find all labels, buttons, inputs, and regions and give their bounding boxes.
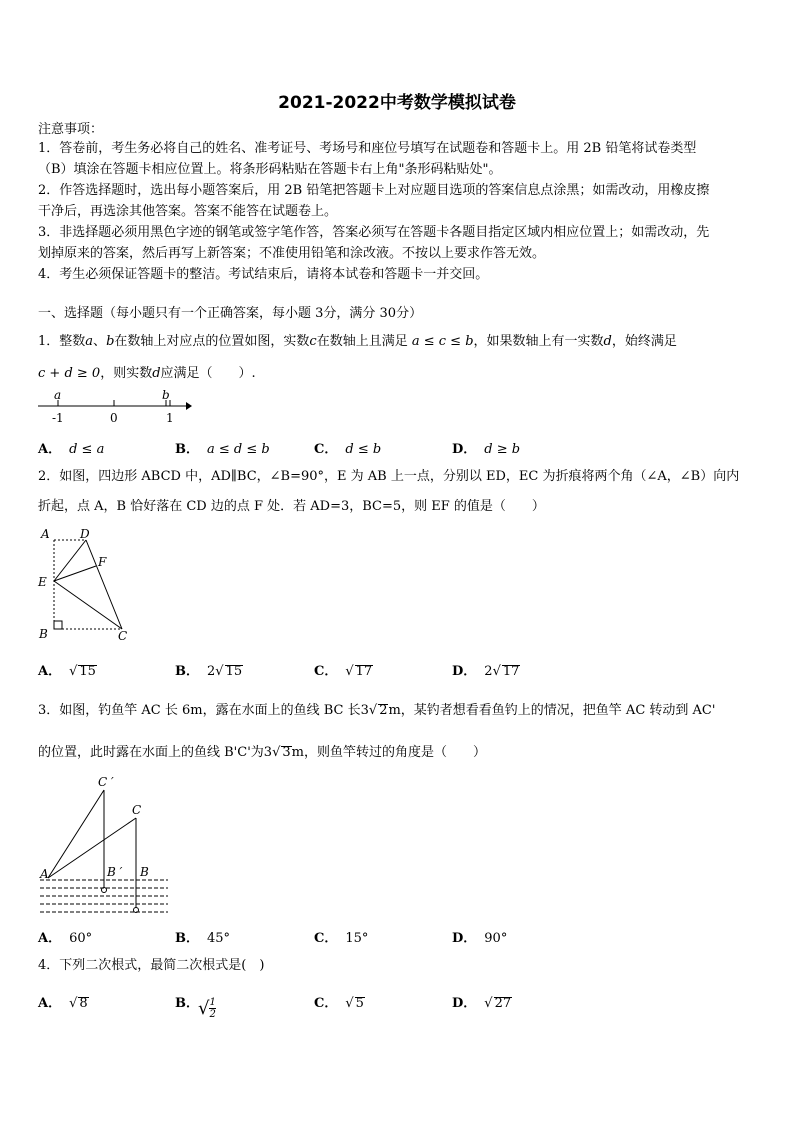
label-C-prime: C ′ — [98, 775, 114, 789]
label-F: F — [98, 555, 107, 569]
label-C: C — [132, 803, 142, 817]
notice-line-4: 干净后，再选涂其他答案。答案不能答在试题卷上。 — [38, 204, 338, 219]
q4-line-1: 4．下列二次根式，最简二次根式是( ) — [38, 958, 265, 973]
q2-option-a[interactable]: A． √ 15 — [38, 664, 96, 679]
axis-tick-neg1: -1 — [52, 411, 64, 425]
notice-line-6: 划掉原来的答案，然后再写上新答案；不准使用铅笔和涂改液。不按以上要求作答无效。 — [38, 246, 546, 261]
axis-label-b: b — [162, 388, 170, 402]
q4-option-a[interactable]: A． √ 8 — [38, 996, 88, 1011]
q4-option-c[interactable]: C． √ 5 — [314, 996, 364, 1011]
notice-line-1: 1．答卷前，考生务必将自己的姓名、准考证号、考场号和座位号填写在试题卷和答题卡上。用 2B 铅笔将试卷类型 — [38, 141, 697, 156]
q4-option-b-fraction: √ $\frac{1}{2}$ — [198, 997, 216, 1020]
q4-option-d[interactable]: D． √ 27 — [452, 996, 512, 1011]
q1-option-c[interactable]: C． d ≤ b — [314, 442, 382, 457]
q2-option-c[interactable]: C． √ 17 — [314, 664, 373, 679]
q1-option-a[interactable]: A． d ≤ a — [38, 442, 105, 457]
q3-option-c[interactable]: C． 15° — [314, 931, 369, 946]
label-E: E — [38, 575, 47, 589]
q3-line-1: 3．如图，钓鱼竿 AC 长 6m，露在水面上的鱼线 BC 长3√ 2m，某钓者想看看鱼钓上的情况，把鱼竿 AC 转动到 AC' — [38, 703, 716, 718]
page-title: 2021-2022中考数学模拟试卷 — [278, 93, 516, 113]
axis-label-a: a — [54, 388, 62, 402]
q2-option-b[interactable]: B． 2√ 15 — [175, 664, 243, 679]
axis-tick-1: 1 — [166, 411, 174, 425]
label-A: A — [41, 527, 50, 541]
q1-option-b[interactable]: B． a ≤ d ≤ b — [175, 442, 270, 457]
section-heading: 一、选择题（每小题只有一个正确答案，每小题 3分，满分 30分） — [38, 306, 423, 321]
label-B: B — [39, 627, 48, 641]
label-C: C — [118, 629, 128, 643]
notice-line-7: 4．考生必须保证答题卡的整洁。考试结束后，请将本试卷和答题卡一并交回。 — [38, 267, 489, 282]
q3-figure — [34, 772, 174, 918]
label-A: A — [40, 867, 49, 881]
q2-line-1: 2．如图，四边形 ABCD 中，AD∥BC，∠B=90°，E 为 AB 上一点，分别以 ED，EC 为折痕将两个角（∠A，∠B）向内 — [38, 469, 740, 484]
q1-option-d[interactable]: D． d ≥ b — [452, 442, 521, 457]
axis-tick-0: 0 — [110, 411, 118, 425]
label-B-prime: B ′ — [107, 865, 123, 879]
q1-line-1: 1．整数a、b在数轴上对应点的位置如图，实数c在数轴上且满足 a ≤ c ≤ b，如果数轴上有一实数d，始终满足 — [38, 334, 677, 349]
notice-line-5: 3．非选择题必须用黑色字迹的钢笔或签字笔作答，答案必须写在答题卡各题目指定区域内相应位置上；如需改动，先 — [38, 225, 710, 240]
q3-line-2: 的位置，此时露在水面上的鱼线 B'C'为3√ 3m，则鱼竿转过的角度是（ ） — [38, 745, 486, 760]
q4-option-b[interactable]: B． — [175, 996, 199, 1011]
q2-line-2: 折起，点 A，B 恰好落在 CD 边的点 F 处．若 AD=3，BC=5，则 EF 的值是（ ） — [38, 499, 545, 514]
q2-option-d[interactable]: D． 2√ 17 — [452, 664, 520, 679]
q3-option-b[interactable]: B． 45° — [175, 931, 231, 946]
notice-heading: 注意事项： — [38, 122, 104, 137]
label-D: D — [80, 527, 90, 541]
notice-line-2: （B）填涂在答题卡相应位置上。将条形码粘贴在答题卡右上角"条形码粘贴处"。 — [38, 162, 502, 177]
q3-option-d[interactable]: D． 90° — [452, 931, 508, 946]
q1-line-2: c + d ≥ 0，则实数d应满足（ ）. — [38, 366, 256, 381]
q3-option-a[interactable]: A． 60° — [38, 931, 93, 946]
label-B: B — [140, 865, 149, 879]
q2-figure — [34, 526, 134, 644]
notice-line-3: 2．作答选择题时，选出每小题答案后，用 2B 铅笔把答题卡上对应题目选项的答案信息点涂黑；如需改动，用橡皮擦 — [38, 183, 710, 198]
number-line-figure — [36, 387, 196, 427]
